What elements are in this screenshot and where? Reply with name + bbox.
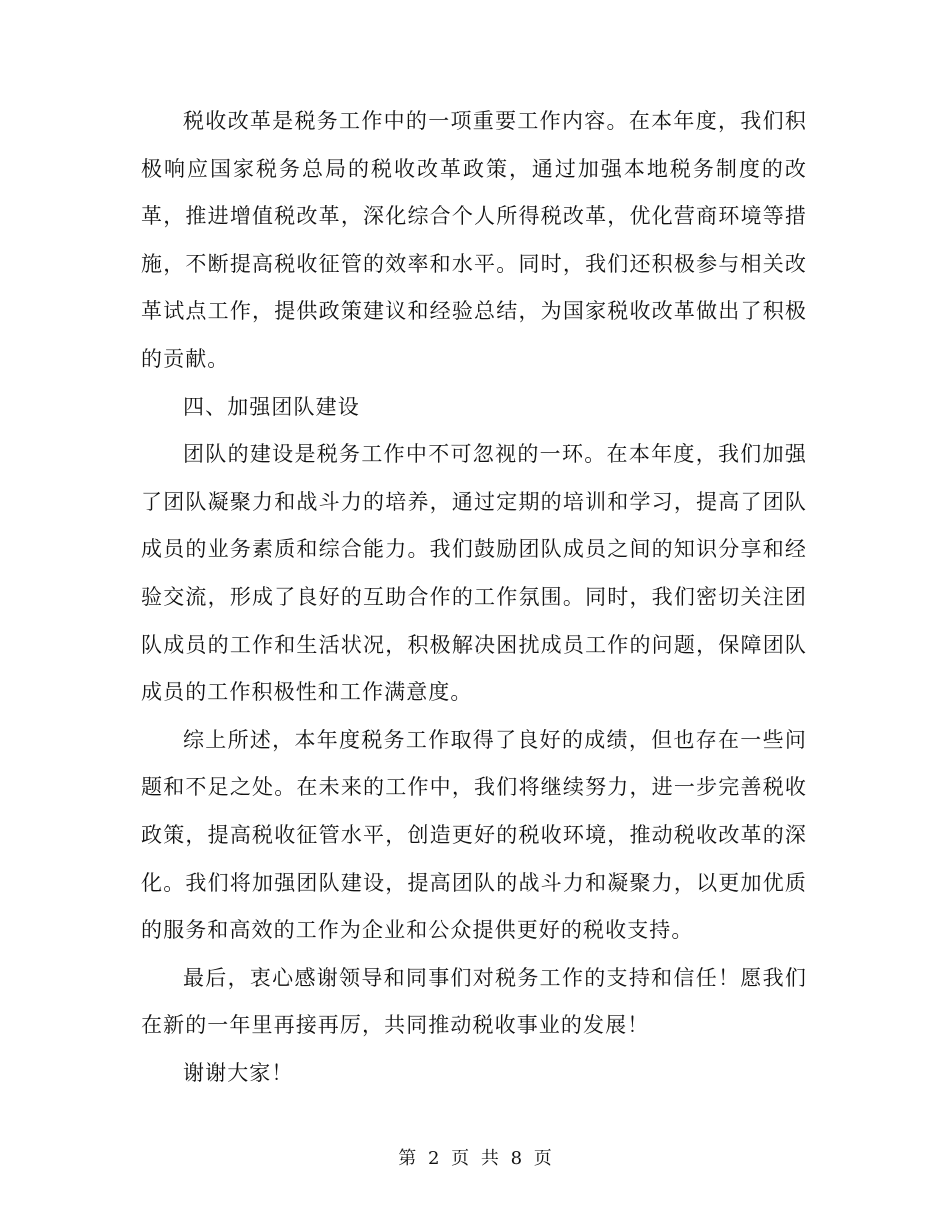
paragraph-summary: 综上所述，本年度税务工作取得了良好的成绩，但也存在一些问题和不足之处。在未来的工作中，我们将继续努力，进一步完善税收政策，提高税收征管水平，创造更好的税收环境，推动税收改革的深化。我们将加强团队建设，提高团队的战斗力和凝聚力，以更加优质的服务和高效的工作为企业和公众提供更好的税收支持。 (141, 727, 807, 943)
footer-total-pages: 8 (510, 1148, 523, 1169)
footer-current-page: 2 (427, 1148, 440, 1169)
footer-suffix: 页 (533, 1148, 552, 1169)
section-heading-team-building: 四、加强团队建设 (183, 394, 360, 419)
paragraph-thanks-leaders: 最后，衷心感谢领导和同事们对税务工作的支持和信任！愿我们在新的一年里再接再厉，共同推动税收事业的发展！ (141, 965, 807, 1038)
page-footer (0, 1146, 950, 1172)
footer-prefix: 第 (398, 1148, 417, 1169)
paragraph-tax-reform: 税收改革是税务工作中的一项重要工作内容。在本年度，我们积极响应国家税务总局的税收改革政策，通过加强本地税务制度的改革，推进增值税改革，深化综合个人所得税改革，优化营商环境等措施，不断提高税收征管的效率和水平。同时，我们还积极参与相关改革试点工作，提供政策建议和经验总结，为国家税收改革做出了积极的贡献。 (141, 109, 807, 371)
document-body (141, 98, 807, 1097)
paragraph-team-building: 团队的建设是税务工作中不可忽视的一环。在本年度，我们加强了团队凝聚力和战斗力的培养，通过定期的培训和学习，提高了团队成员的业务素质和综合能力。我们鼓励团队成员之间的知识分享和经验交流，形成了良好的互助合作的工作氛围。同时，我们密切关注团队成员的工作和生活状况，积极解决困扰成员工作的问题，保障团队成员的工作积极性和工作满意度。 (141, 442, 807, 705)
footer-page-word: 页 (451, 1148, 470, 1169)
paragraph-closing-thanks: 谢谢大家！ (183, 1060, 294, 1085)
footer-total-word: 共 (480, 1148, 499, 1169)
